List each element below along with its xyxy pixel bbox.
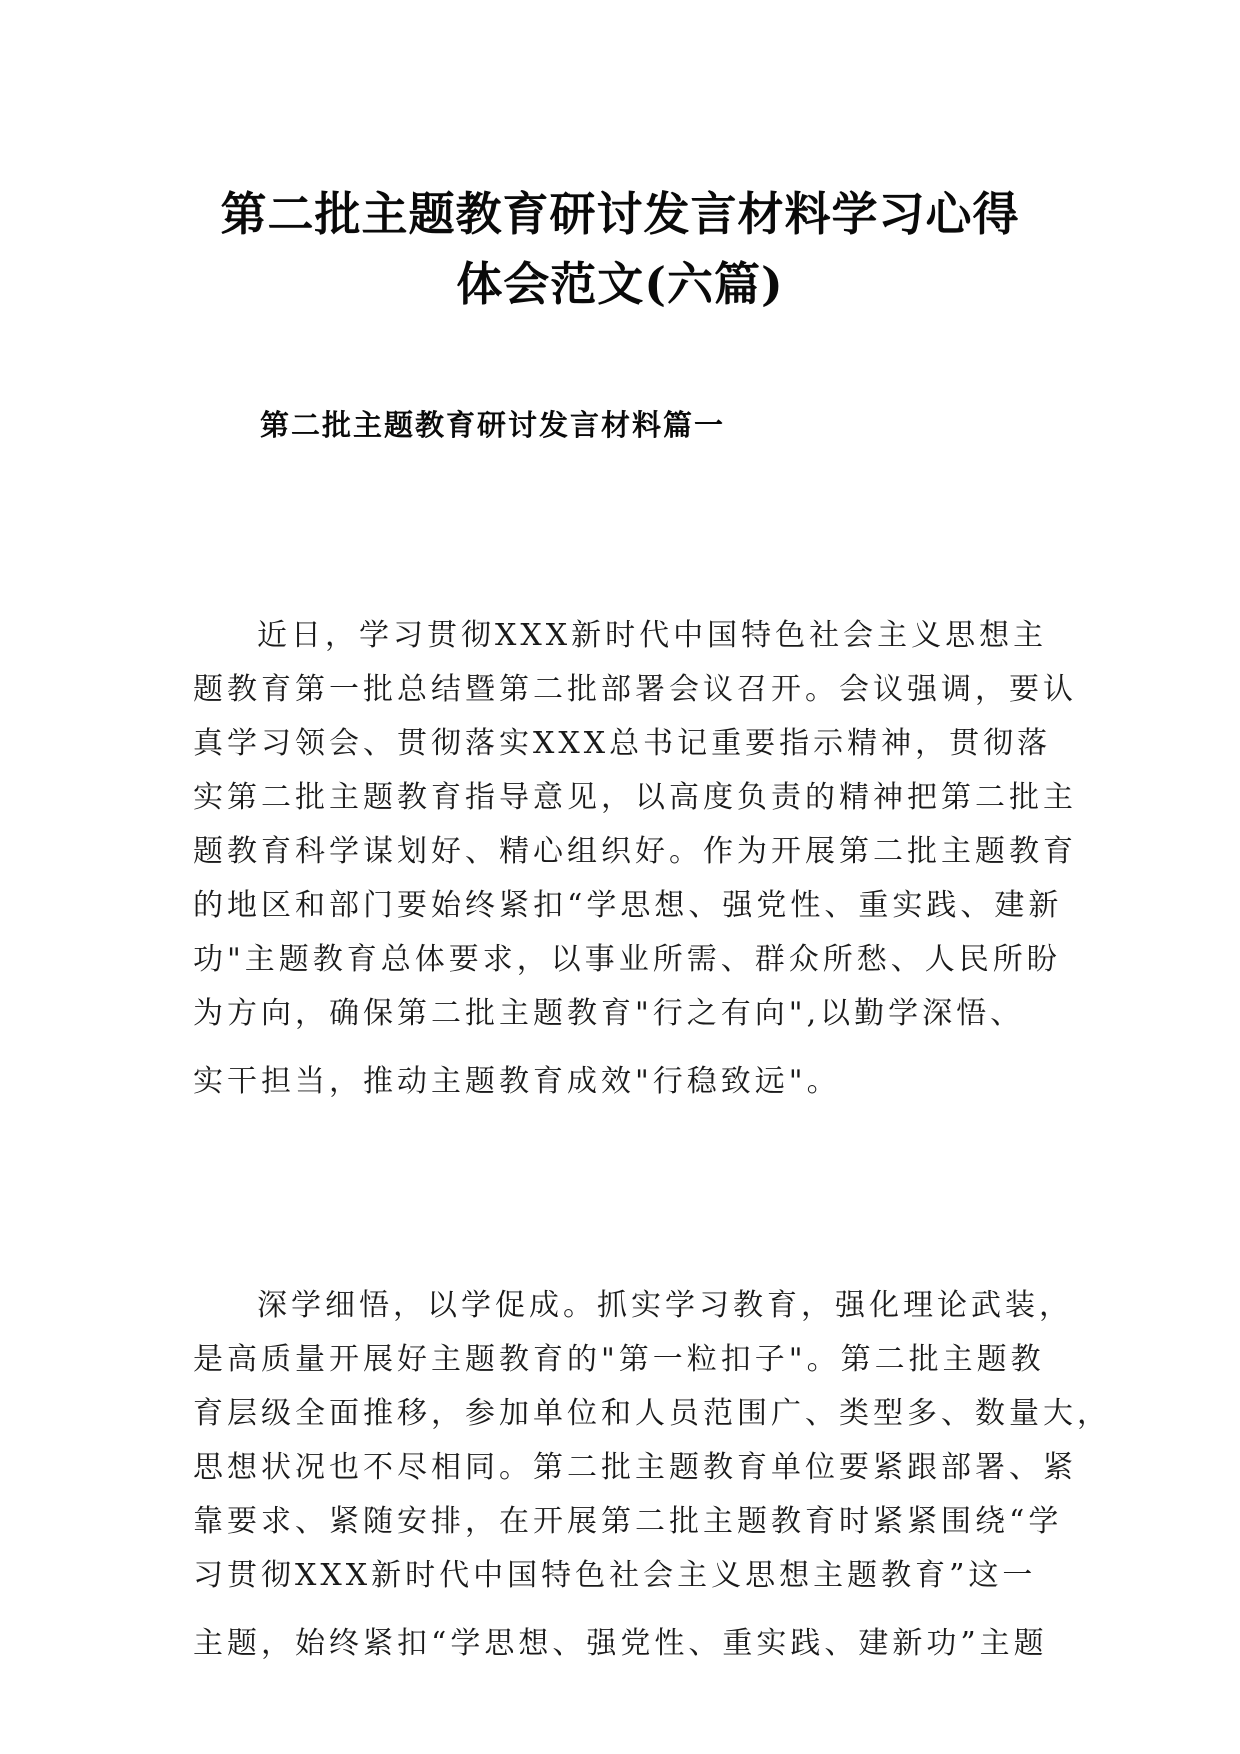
paragraph-line: 近日，学习贯彻XXX新时代中国特色社会主义思想主 <box>257 618 1048 653</box>
paragraph-line: 主题，始终紧扣“学思想、强党性、重实践、建新功”主题 <box>193 1626 1048 1661</box>
paragraph-line: 是高质量开展好主题教育的"第一粒扣子"。第二批主题教 <box>193 1342 1045 1377</box>
paragraph-line: 靠要求、紧随安排，在开展第二批主题教育时紧紧围绕“学 <box>193 1504 1063 1539</box>
paragraph-line: 习贯彻XXX新时代中国特色社会主义思想主题教育”这一 <box>193 1558 1037 1593</box>
paragraph-line: 实第二批主题教育指导意见，以高度负责的精神把第二批主 <box>193 780 1077 815</box>
paragraph-line: 题教育第一批总结暨第二批部署会议召开。会议强调，要认 <box>193 672 1077 707</box>
paragraph-line: 育层级全面推移，参加单位和人员范围广、类型多、数量大， <box>193 1396 1111 1431</box>
paragraph-line: 思想状况也不尽相同。第二批主题教育单位要紧跟部署、紧 <box>193 1450 1077 1485</box>
paragraph-line: 的地区和部门要始终紧扣“学思想、强党性、重实践、建新 <box>193 888 1063 923</box>
paragraph-line: 功"主题教育总体要求，以事业所需、群众所愁、人民所盼 <box>193 942 1061 977</box>
title-line-1: 第二批主题教育研讨发言材料学习心得 <box>220 186 1020 241</box>
paragraph-line: 真学习领会、贯彻落实XXX总书记重要指示精神，贯彻落 <box>193 726 1052 761</box>
paragraph-line: 实干担当，推动主题教育成效"行稳致远"。 <box>193 1064 841 1099</box>
section-heading: 第二批主题教育研讨发言材料篇一 <box>260 408 726 442</box>
paragraph-1 <box>193 609 1077 1109</box>
document-title <box>150 179 1090 319</box>
title-line-2: 体会范文(六篇) <box>456 256 784 311</box>
paragraph-line: 深学细悟，以学促成。抓实学习教育，强化理论武装， <box>257 1288 1073 1323</box>
paragraph-line: 为方向，确保第二批主题教育"行之有向",以勤学深悟、 <box>193 996 1025 1031</box>
paragraph-line: 题教育科学谋划好、精心组织好。作为开展第二批主题教育 <box>193 834 1077 869</box>
paragraph-2 <box>193 1279 1111 1671</box>
